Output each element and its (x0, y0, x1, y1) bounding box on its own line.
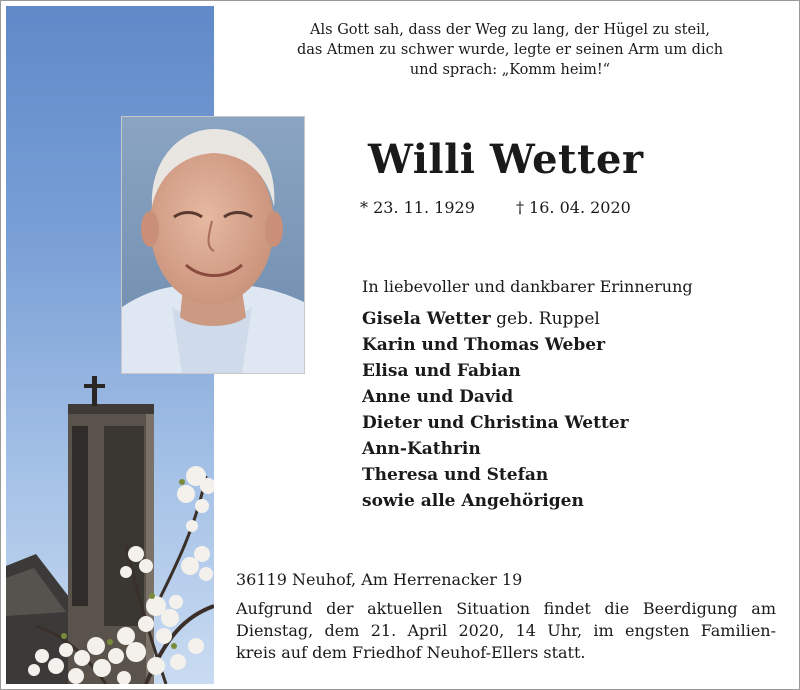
family-member: Karin und Thomas Weber (362, 335, 606, 355)
quote-line: und sprach: „Komm heim!“ (409, 62, 611, 78)
family-member: Theresa und Stefan (362, 465, 549, 485)
family-member: Ann-Kathrin (362, 439, 481, 459)
address: 36119 Neuhof, Am Herrenacker 19 (236, 570, 523, 589)
funeral-notice (236, 598, 776, 664)
memorial-quote (230, 20, 790, 80)
family-member: Gisela Wetter geb. Ruppel (362, 309, 600, 329)
memory-line: In liebevoller und dankbarer Erinnerung (362, 277, 693, 296)
notice-line: kreis auf dem Friedhof Neuhof-Ellers statt. (236, 643, 586, 662)
deceased-name: Willi Wetter (368, 136, 644, 183)
death-date: † 16. 04. 2020 (515, 198, 631, 217)
quote-line: das Atmen zu schwer wurde, legte er seinen Arm um dich (296, 42, 724, 58)
family-member: Anne und David (362, 387, 514, 407)
birth-date: * 23. 11. 1929 (360, 198, 475, 217)
family-member: sowie alle Angehörigen (362, 491, 584, 511)
notice-line: Aufgrund der aktuellen Situation findet die Beerdigung am (236, 599, 776, 618)
quote-line: Als Gott sah, dass der Weg zu lang, der Hügel zu steil, (310, 22, 710, 38)
family-member: Dieter und Christina Wetter (362, 413, 629, 433)
notice-line: Dienstag, dem 21. April 2020, 14 Uhr, im engsten Familien- (236, 621, 776, 640)
family-member: Elisa und Fabian (362, 361, 521, 381)
family-list (362, 306, 629, 514)
life-dates (360, 198, 631, 217)
portrait-photo (121, 116, 305, 374)
